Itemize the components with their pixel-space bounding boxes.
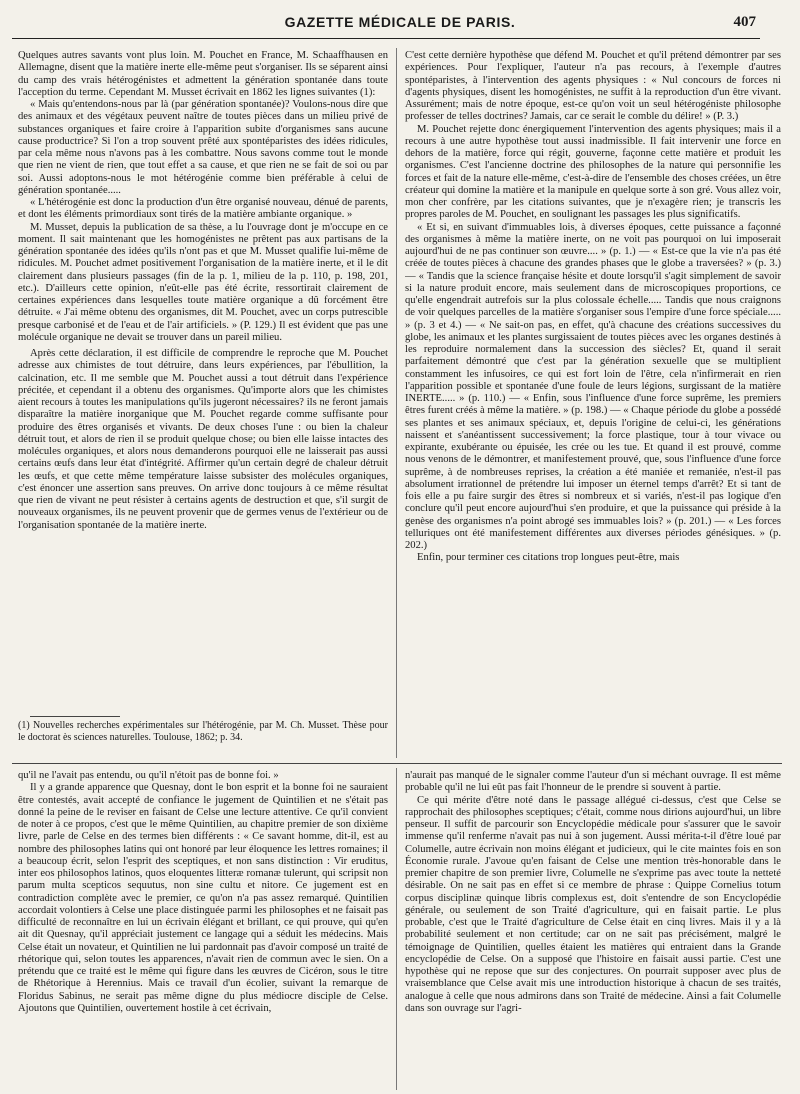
paragraph: C'est cette dernière hypothèse que défend M. Pouchet et qu'il prétend démontrer par ses expériences. Pour l'expliquer, l'auteur n'a pas recours, à l'exemple d'autres spontéparistes, à l'intervention des agents physiques : « Nul concours de forces ni d'agents physiques, disent les homogénistes, ne suffit à la reproduction d'un être vivant. Assurément; mais de notre époque, est-ce qu'on voit un seul hétérogéniste philosophe professer de telles doctrines? Jamais, car ce serait le comble du délire! » (P. 3.) <box>405 50 781 123</box>
column-bottom-right <box>405 770 781 1090</box>
paragraph: M. Musset, depuis la publication de sa thèse, a lu l'ouvrage dont je m'occupe en ce moment. Il sait maintenant que les homogénistes ne prêtent pas aux partisans de la génération spontanée des idées qu'ils n'ont pas et que M. Musset qualifie lui-même de ridicules. M. Pouchet admet positivement l'organisation de la matière inerte, et il le dit clairement dans plusieurs passages (fin de la p. 1, milieu de la p. 110, p. 198, 201, etc.). D'ailleurs cette opinion, n'eût-elle pas été écrite, ressortirait clairement de certaines expériences dans lesquelles toute matière organique a dû forcément être détruite. « J'ai même obtenu des organismes, dit M. Pouchet, avec un corps putrescible presque carbonisé et de l'eau et de l'air artificiels. » (P. 129.) Il est évident que pas une molécule organique ne devait se trouver dans un pareil milieu. <box>18 221 388 343</box>
column-top-right <box>405 50 781 760</box>
paragraph: « L'hétérogénie est donc la production d'un être organisé nouveau, dénué de parents, et dont les éléments primordiaux sont tirés de la matière ambiante organique. » <box>18 197 388 221</box>
paragraph: n'aurait pas manqué de le signaler comme l'auteur d'un si méchant ouvrage. Il est même probable qu'il ne lui eût pas fait l'honneur de le prendre si souvent à partie. <box>405 770 781 794</box>
paragraph: Après cette déclaration, il est difficile de comprendre le reproche que M. Pouchet adresse aux chimistes de tout détruire, dans leurs expériences, par l'ébullition, la calcination, etc. Il me semble que M. Pouchet aussi a tout détruit dans l'expérience précitée, et cependant il a obtenu des organismes. Qu'importe alors que les chimistes aient recours à toutes les manipulations qu'ils jugeront nécessaires? ils ne feront jamais disparaître la matière inorganique que M. Pouchet regarde comme suffisante pour produire des êtres organisés et vivants. De deux choses l'une : ou bien la chaleur détruit tout, et alors de rien il se produit quelque chose; ou bien elle laisse intactes des molécules organiques, et alors nous demanderons pourquoi elle ne laisserait pas aussi certains œufs dans leur état d'intégrité. Affirmer qu'un certain degré de chaleur détruit les œufs, et que cette même température laisse subsister des molécules organiques, c'est énoncer une assertion sans preuves. On arrive donc toujours à ce même résultat que rien de vivant ne peut résister à certains agents de destruction et que, s'il surgit de nouveaux organismes, ils ne peuvent provenir que de germes venus de l'extérieur ou de l'organisation spontanée de la matière inerte. <box>18 348 388 531</box>
footnote-rule <box>30 716 120 717</box>
section-rule <box>12 763 782 764</box>
paragraph: Il y a grande apparence que Quesnay, dont le bon esprit et la bonne foi ne sauraient être contestés, avait accepté de confiance le jugement de Quintilien et ne s'était pas donné la peine de le reviser en faisant de Celse une lecture attentive. Ce qu'il convient de noter à ce propos, c'est que le même Quintilien, au chapitre premier de son dixième livre, parle de Celse en des termes bien différents : « Ce savant homme, dit-il, est au nombre des philosophes latins qui ont honoré par leur éloquence les lettres romaines; il a beaucoup écrit, selon l'esprit des sceptiques, et non sans distinction : Vir eruditus, inter eos philosophos latinos, quos eloquentes litteræ romanæ tulerunt, qui scripsit non parum multa scepticos sequutus, non sine cultu et nitore. Ce jugement est en contradiction complète avec le premier, ce qu'on n'a pas assez remarqué. Quintilien accordait volontiers à Celse une place distinguée parmi les philosophes et ne faisait pas difficulté de reconnaître en lui un écrivain élégant et brillant, ce qui prouve, qui qu'en ait dit Quesnay, qu'il appréciait justement ce langage qui a séduit les médecins. Mais Celse était un novateur, et Quintilien ne lui pardonnait pas d'avoir composé un traité de rhétorique qui, selon toutes les apparences, n'avait rien de commun avec le sien. On a prétendu que ce traité est le même qui figure dans les œuvres de Cicéron, sous le titre de Rhétorique à Herennius. Mais ce travail d'un écolier, suivant la remarque de Floridus Sabinus, ne serait pas même digne du plus médiocre disciple de Celse. Ajoutons que Quintilien, ouvertement hostile à cet écrivain, <box>18 782 388 1014</box>
paragraph: « Mais qu'entendons-nous par là (par génération spontanée)? Voulons-nous dire que des animaux et des végétaux peuvent naître de toutes pièces dans un milieu privé de substances organiques et faire croire à l'apparition subite d'organismes sans aucune cause productrice? Si l'on a trop souvent prêté aux spontéparistes des idées ridicules, par cela même nous n'avons pas à les combattre. Nous savons comme tout le monde que rien ne vient de rien, que tout effet a sa cause, et que rien ne se fait de soi ou par soi. Aussi adoptons-nous le mot hétérogénie comme bien préférable à celui de génération spontanée..... <box>18 99 388 196</box>
paragraph: Enfin, pour terminer ces citations trop longues peut-être, mais <box>417 552 680 564</box>
running-title: GAZETTE MÉDICALE DE PARIS. <box>284 14 516 30</box>
column-divider <box>396 48 397 758</box>
column-divider <box>396 768 397 1090</box>
paragraph: « Et si, en suivant d'immuables lois, à diverses époques, cette puissance a façonné des organismes à même la matière inerte, on ne voit pas pourquoi on lui imposerait aujourd'hui de ne pas continuer son œuvre.... » (p. 1.) — « Est-ce que la vie n'a pas été créée de toutes pièces à chacune des grandes phases que le globe a traversées? » (p. 3.) — « Tandis que la science française hésite et doute lorsqu'il s'agit simplement de savoir si la nature produit encore, mais seulement dans de microscopiques proportions, ce qu'elle engendrait autrefois sur la plus colossale échelle..... Tandis que nous craignons de voir quelques parcelles de la matière s'organiser sous l'empire d'une force spéciale..... » (p. 3 et 4.) — « Ne sait-on pas, en effet, qu'à chacune des créations successives du globe, les animaux et les plantes surgissaient de toutes pièces avec les organes destinés à les reproduire normalement dans la succession des siècles? Et, quand il serait parfaitement démontré que c'est par la génération sexuelle que se multiplient constamment les infusoires, ce qui est fort loin de l'être, cela n'infirmerait en rien l'apparition possible et spontanée d'une foule de leurs légions, surgissant de la matière INERTE..... » (p. 110.) — « Enfin, sous l'influence d'une force suprême, les premiers êtres furent créés à même la matière. » (p. 198.) — « Chaque période du globe a possédé ses plantes et ses animaux spéciaux, et, depuis l'origine de celui-ci, les générations naissent et s'anéantissent successivement; la force plastique, tour à tour vivace ou expirante, exubérante ou épuisée, les crée ou les tue. Et quand il est prouvé, comme nous venons de le démontrer, et manifestement prouvé, que, sous l'influence d'une force suprême, à de nombreuses reprises, la création a été maniée et remaniée, n'est-il pas absolument irrationnel de prétendre lui imposer un éternel temps d'arrêt? Et si tant de fois elle a pu faire surgir des êtres si nombreux et si variés, n'est-il pas logique d'en conclure qu'il peut encore aujourd'hui s'en produire, et que la puissance qui préside à la genèse des organismes n'a point abrogé ses immuables lois? » (p. 201.) — « Les forces telluriques ont été manifestement différentes aux diverses périodes génésiques. » (p. 202.) <box>405 221 781 551</box>
header-rule <box>12 38 760 39</box>
column-bottom-left <box>18 770 388 1090</box>
column-top-left <box>18 50 388 710</box>
footnote: (1) Nouvelles recherches expérimentales sur l'hétérogénie, par M. Ch. Musset. Thèse pour le doctorat ès sciences naturelles. Toulouse, 1862; p. 34. <box>18 720 388 743</box>
paragraph: M. Pouchet rejette donc énergiquement l'intervention des agents physiques; mais il a recours à une autre hypothèse tout aussi inadmissible. Il fait intervenir une force en dehors de la matière, force qui régit, gouverne, façonne cette matière et produit les organismes. C'est l'ancienne doctrine des philosophes de la nature qui personnifie les forces et fait de la nature elle-même, c'est-à-dire de l'ensemble des choses créées, un être créateur qui domine la matière et la manipule en quelque sorte à son gré. Vous allez voir, mon cher confrère, par les citations suivantes, que je n'exagère rien; je transcris les propres paroles de M. Pouchet, en soulignant les passages les plus significatifs. <box>405 123 781 221</box>
page-header <box>0 14 800 36</box>
paragraph: Ce qui mérite d'être noté dans le passage allégué ci-dessus, c'est que Celse se rapprochait des philosophes sceptiques; c'était, comme nous dirions aujourd'hui, un libre penseur. Il suffit de parcourir son Encyclopédie médicale pour s'assurer que le savoir immense qu'il renferme n'avait pas nui à son jugement. Aussi mérita-t-il d'être loué par Columelle, autre écrivain non moins élégant et judicieux, qui le cite maintes fois en son Économie rurale. J'avoue qu'en faisant de Celse une mention très-honorable dans le premier chapitre de son premier livre, Columelle ne s'exprime pas avec toute la netteté désirable. On ne sait pas en effet si ce membre de phrase : Quippe Cornelius totum corpus disciplinæ quinque libris complexus est, doit s'entendre de son Encyclopédie générale, ou seulement de son Traité d'agriculture, qui en faisait partie. Le plus probable, c'est que le Traité d'agriculture de Celse était en cinq livres. Mais il y a là probabilité seulement et non certitude; car on ne sait pas précisément, malgré le témoignage de Quintilien, quelles étaient les matières qui entraient dans la Grande encyclopédie de Celse. On a supposé que l'histoire en faisait aussi partie. C'est une hypothèse qui ne repose que sur des conjectures. On pourrait supposer avec plus de vraisemblance que Celse avait mis une introduction historique à chacun de ses traités, analogue à celle que nous admirons dans son Traité de médecine. Ainsi a fait Columelle dans son ouvrage sur l'agri- <box>405 794 781 1014</box>
paragraph: Quelques autres savants vont plus loin. M. Pouchet en France, M. Schaaffhausen en Allemagne, disent que la matière inerte elle-même peut s'organiser. Ils se séparent ainsi du camp des vrais hétérogénistes et admettent la génération spontanée dans toute l'acception du terme. Cependant M. Musset écrivait en 1862 les lignes suivantes (1): <box>18 50 388 98</box>
page-number: 407 <box>733 14 756 30</box>
paragraph: qu'il ne l'avait pas entendu, ou qu'il n'étoit pas de bonne foi. » <box>18 770 279 781</box>
